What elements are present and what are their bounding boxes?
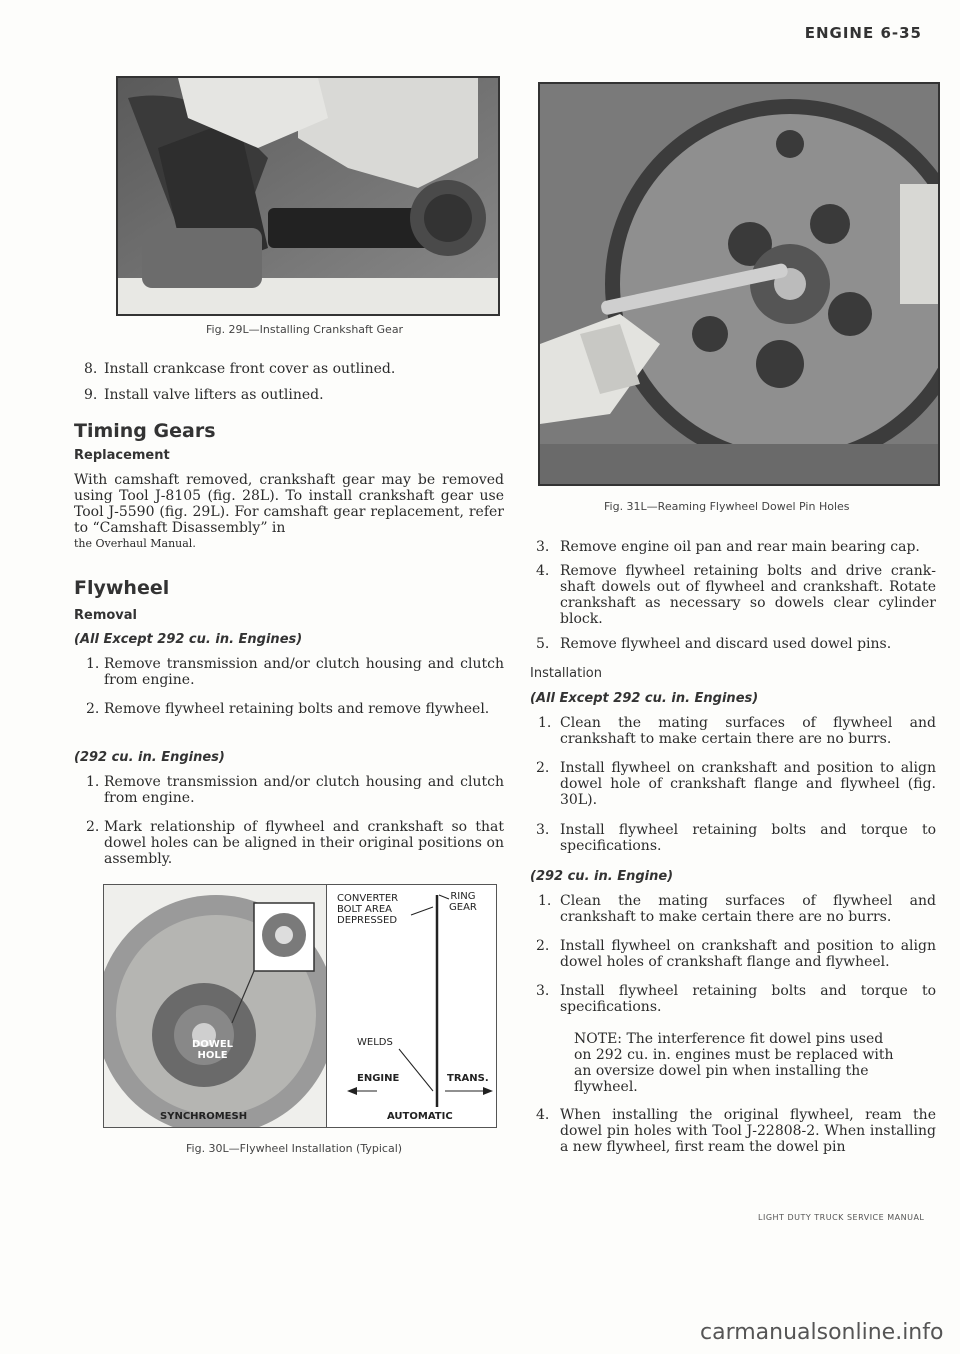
reaming-flywheel-photo [538,82,940,486]
page-footer: LIGHT DUTY TRUCK SERVICE MANUAL [758,1213,925,1222]
synchromesh-flywheel-illustration [104,885,326,1127]
removal-subheading: Removal [74,608,138,623]
install-292-step-3: 3. Install flywheel retaining bolts and torque to specifications. [536,983,936,1015]
automatic-diagram-lines [327,885,496,1127]
292-step-2: 2. Mark relationship of flywheel and crankshaft so that dowel holes can be aligned in their original positions on assembly. [86,819,504,867]
install-step-1: 1. Clean the mating surfaces of flywheel and crankshaft to make certain there are no burrs. [538,715,936,747]
step-8: 8. Install crankcase front cover as outlined. [84,361,396,377]
trans-label: TRANS. [447,1073,489,1084]
removal-step-5: 5. Remove flywheel and discard used dowel pins. [536,636,892,652]
install-all-except-heading: (All Except 292 cu. in. Engines) [530,691,759,706]
reaming-flywheel-illustration [540,84,938,484]
fig29-caption: Fig. 29L—Installing Crankshaft Gear [206,323,404,336]
page-header: ENGINE 6-35 [804,24,922,42]
watermark: carmanualsonline.info [700,1320,944,1345]
292-engines-heading: (292 cu. in. Engines) [74,750,225,765]
all-except-292-heading: (All Except 292 cu. in. Engines) [74,632,303,647]
ring-gear-label: RING GEAR [449,891,477,913]
automatic-label: AUTOMATIC [387,1111,453,1122]
replacement-subheading: Replacement [74,448,170,463]
automatic-panel [327,885,496,1127]
removal-step-1: 1. Remove transmission and/or clutch housing and clutch from engine. [86,656,504,688]
crankshaft-gear-photo [116,76,500,316]
welds-label: WELDS [357,1037,393,1048]
install-292-step-4: 4. When installing the original flywheel, ream the dowel pin holes with Tool J-22808-2. When installing a new flywheel, first ream the dowel pin [536,1107,936,1155]
install-292-step-1: 1. Clean the mating surfaces of flywheel and crankshaft to make certain there are no burrs. [538,893,936,925]
crankshaft-gear-illustration [118,78,498,314]
removal-step-3: 3. Remove engine oil pan and rear main bearing cap. [536,539,920,555]
synchromesh-label: SYNCHROMESH [160,1111,248,1122]
292-step-1: 1. Remove transmission and/or clutch housing and clutch from engine. [86,774,504,806]
step-9: 9. Install valve lifters as outlined. [84,387,324,403]
engine-label: ENGINE [357,1073,400,1084]
timing-paragraph: With camshaft removed, crankshaft gear may be removed using Tool J-8105 (fig. 28L). To install crankshaft gear use Tool J-5590 (fig. 29L). For camshaft gear replacement, refer to “Camshaft Disassembly” in [74,472,504,536]
install-292-heading: (292 cu. in. Engine) [530,869,674,884]
flywheel-installation-figure [103,884,497,1128]
timing-gears-heading: Timing Gears [74,420,216,442]
removal-step-2: 2. Remove flywheel retaining bolts and remove flywheel. [86,701,490,717]
timing-paragraph-end: the Overhaul Manual. [74,537,196,550]
interference-fit-note: NOTE: The interference fit dowel pins used on 292 cu. in. engines must be replaced with an oversize dowel pin when installing the flywheel. [574,1031,894,1095]
install-step-3: 3. Install flywheel retaining bolts and torque to specifications. [536,822,936,854]
dowel-hole-label: DOWEL HOLE [192,1039,234,1061]
install-step-2: 2. Install flywheel on crankshaft and position to align dowel hole of crankshaft flange and flywheel (fig. 30L). [536,760,936,808]
synchromesh-panel [104,885,327,1127]
flywheel-heading: Flywheel [74,577,170,599]
removal-step-4: 4. Remove flywheel retaining bolts and drive crankshaft dowels out of flywheel and crankshaft. Rotate crankshaft as necessary so dowels clear cylinder block. [536,563,936,627]
install-292-step-2: 2. Install flywheel on crankshaft and position to align dowel holes of crankshaft flange and flywheel. [536,938,936,970]
converter-bolt-label: CONVERTER BOLT AREA DEPRESSED [337,893,399,926]
fig30-caption: Fig. 30L—Flywheel Installation (Typical) [186,1142,403,1155]
fig31-caption: Fig. 31L—Reaming Flywheel Dowel Pin Holes [604,500,850,513]
installation-subheading: Installation [530,666,603,681]
